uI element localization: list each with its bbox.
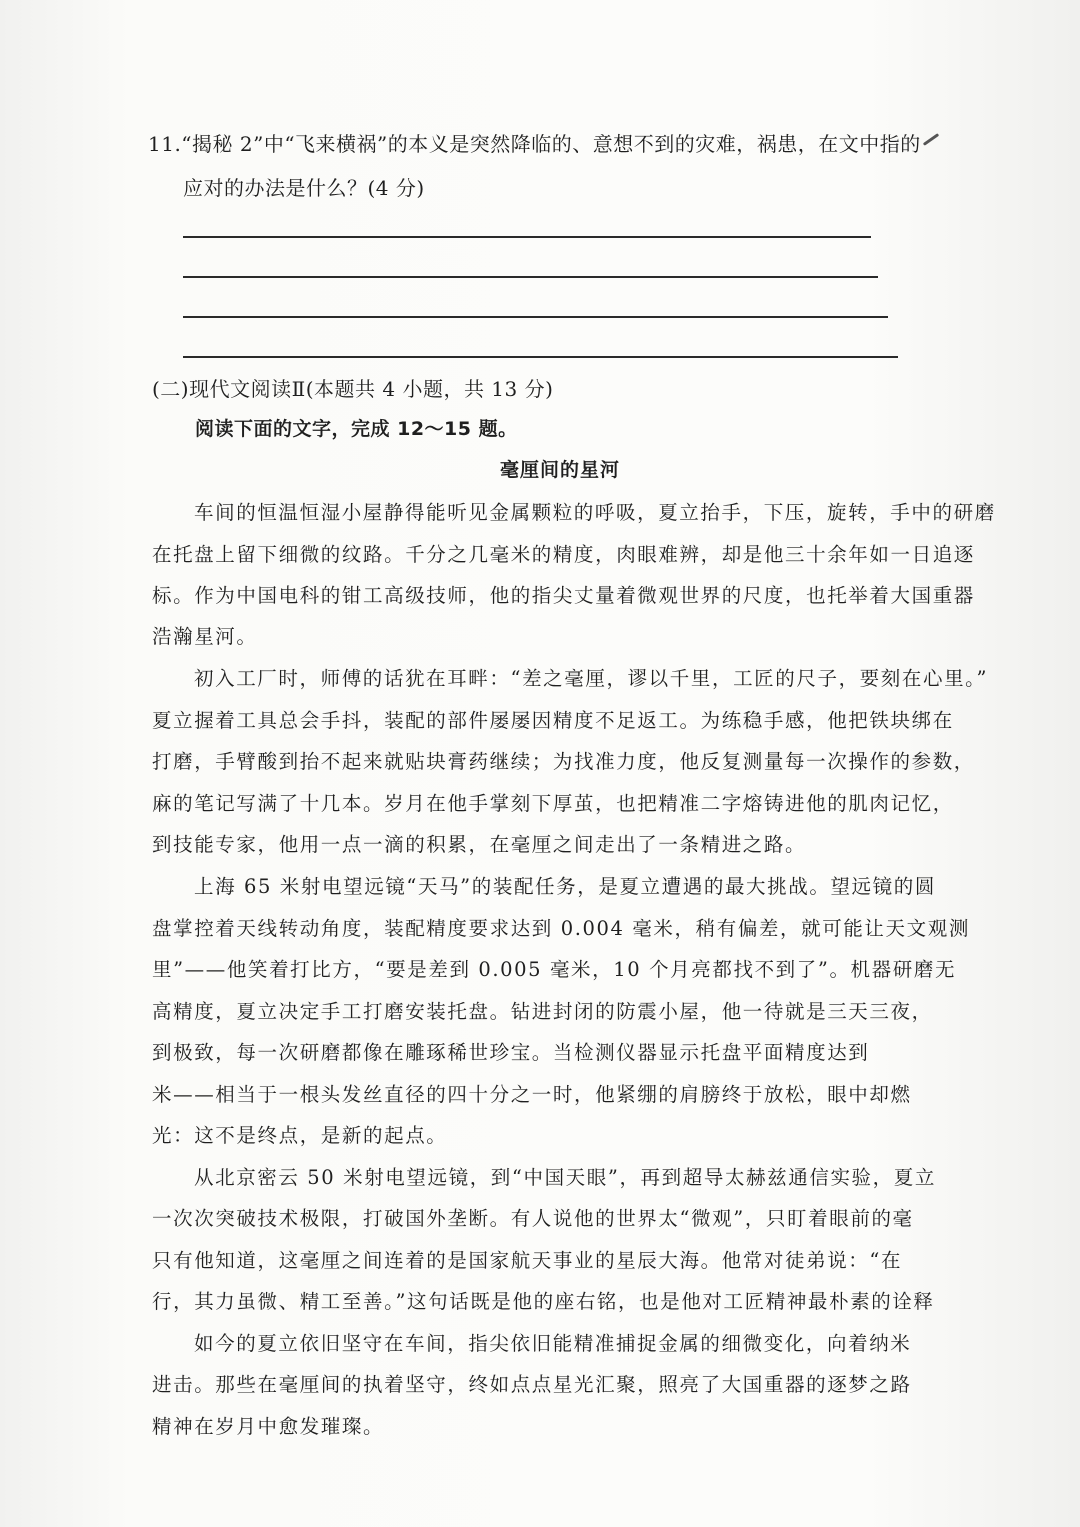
answer-line-2[interactable] <box>183 276 878 278</box>
article-line: 车间的恒温恒湿小屋静得能听见金属颗粒的呼吸，夏立抬手，下压，旋转，手中的研磨 <box>194 501 996 524</box>
article-line: 上海 65 米射电望远镜“天马”的装配任务，是夏立遭遇的最大挑战。望远镜的圆 <box>194 875 936 898</box>
article-line: 到技能专家，他用一点一滴的积累，在毫厘之间走出了一条精进之路。 <box>152 833 807 856</box>
answer-line-3[interactable] <box>183 316 888 318</box>
article-line: 夏立握着工具总会手抖，装配的部件屡屡因精度不足返工。为练稳手感，他把铁块绑在 <box>152 709 954 732</box>
article-line: 如今的夏立依旧坚守在车间，指尖依旧能精准捕捉金属的细微变化，向着纳米 <box>194 1332 912 1355</box>
article-line: 在托盘上留下细微的纹路。千分之几毫米的精度，肉眼难辨，却是他三十余年如一日追逐 <box>152 543 975 566</box>
section-heading: (二)现代文阅读Ⅱ(本题共 4 小题，共 13 分) <box>152 377 554 401</box>
article-line: 光：这不是终点，是新的起点。 <box>152 1124 448 1147</box>
article-line: 标。作为中国电科的钳工高级技师，他的指尖丈量着微观世界的尺度，也托举着大国重器 <box>152 584 975 607</box>
answer-line-4[interactable] <box>183 356 898 358</box>
article-line: 一次次突破技术极限，打破国外垄断。有人说他的世界太“微观”，只盯着眼前的毫 <box>152 1207 914 1230</box>
article-line: 麻的笔记写满了十几本。岁月在他手掌刻下厚茧，也把精准二字熔铸进他的肌肉记忆， <box>152 792 954 815</box>
article-line: 米——相当于一根头发丝直径的四十分之一时，他紧绷的肩膀终于放松，眼中却燃 <box>152 1083 912 1106</box>
question-11-text-continued: 应对的办法是什么？(4 分) <box>183 176 425 200</box>
article-line: 精神在岁月中愈发璀璨。 <box>152 1415 385 1438</box>
article-line: 盘掌控着天线转动角度，装配精度要求达到 0.004 毫米，稍有偏差，就可能让天文观测 <box>152 917 970 940</box>
article-line: 初入工厂时，师傅的话犹在耳畔：“差之毫厘，谬以千里，工匠的尺子，要刻在心里。” <box>194 667 989 690</box>
pen-mark-icon <box>923 133 939 146</box>
article-line: 高精度，夏立决定手工打磨安装托盘。钻进封闭的防震小屋，他一待就是三天三夜， <box>152 1000 933 1023</box>
article-line: 里”——他笑着打比方，“要是差到 0.005 毫米，10 个月亮都找不到了”。机器研磨无 <box>152 958 957 981</box>
reading-instruction: 阅读下面的文字，完成 12～15 题。 <box>195 418 518 440</box>
question-11-text: 11.“揭秘 2”中“飞来横祸”的本义是突然降临的、意想不到的灾难，祸患，在文中指的 <box>148 132 921 156</box>
article-line: 只有他知道，这毫厘之间连着的是国家航天事业的星辰大海。他常对徒弟说：“在 <box>152 1249 903 1272</box>
article-line: 行，其力虽微、精工至善。”这句话既是他的座右铭，也是他对工匠精神最朴素的诠释 <box>152 1290 935 1313</box>
article-line: 进击。那些在毫厘间的执着坚守，终如点点星光汇聚，照亮了大国重器的逐梦之路 <box>152 1373 912 1396</box>
article-title: 毫厘间的星河 <box>500 459 621 481</box>
article-line: 浩瀚星河。 <box>152 625 258 648</box>
article-line: 打磨，手臂酸到抬不起来就贴块膏药继续；为找准力度，他反复测量每一次操作的参数， <box>152 750 975 773</box>
answer-line-1[interactable] <box>183 236 871 238</box>
article-line: 到极致，每一次研磨都像在雕琢稀世珍宝。当检测仪器显示托盘平面精度达到 <box>152 1041 870 1064</box>
article-line: 从北京密云 50 米射电望远镜，到“中国天眼”，再到超导太赫兹通信实验，夏立 <box>194 1166 936 1189</box>
